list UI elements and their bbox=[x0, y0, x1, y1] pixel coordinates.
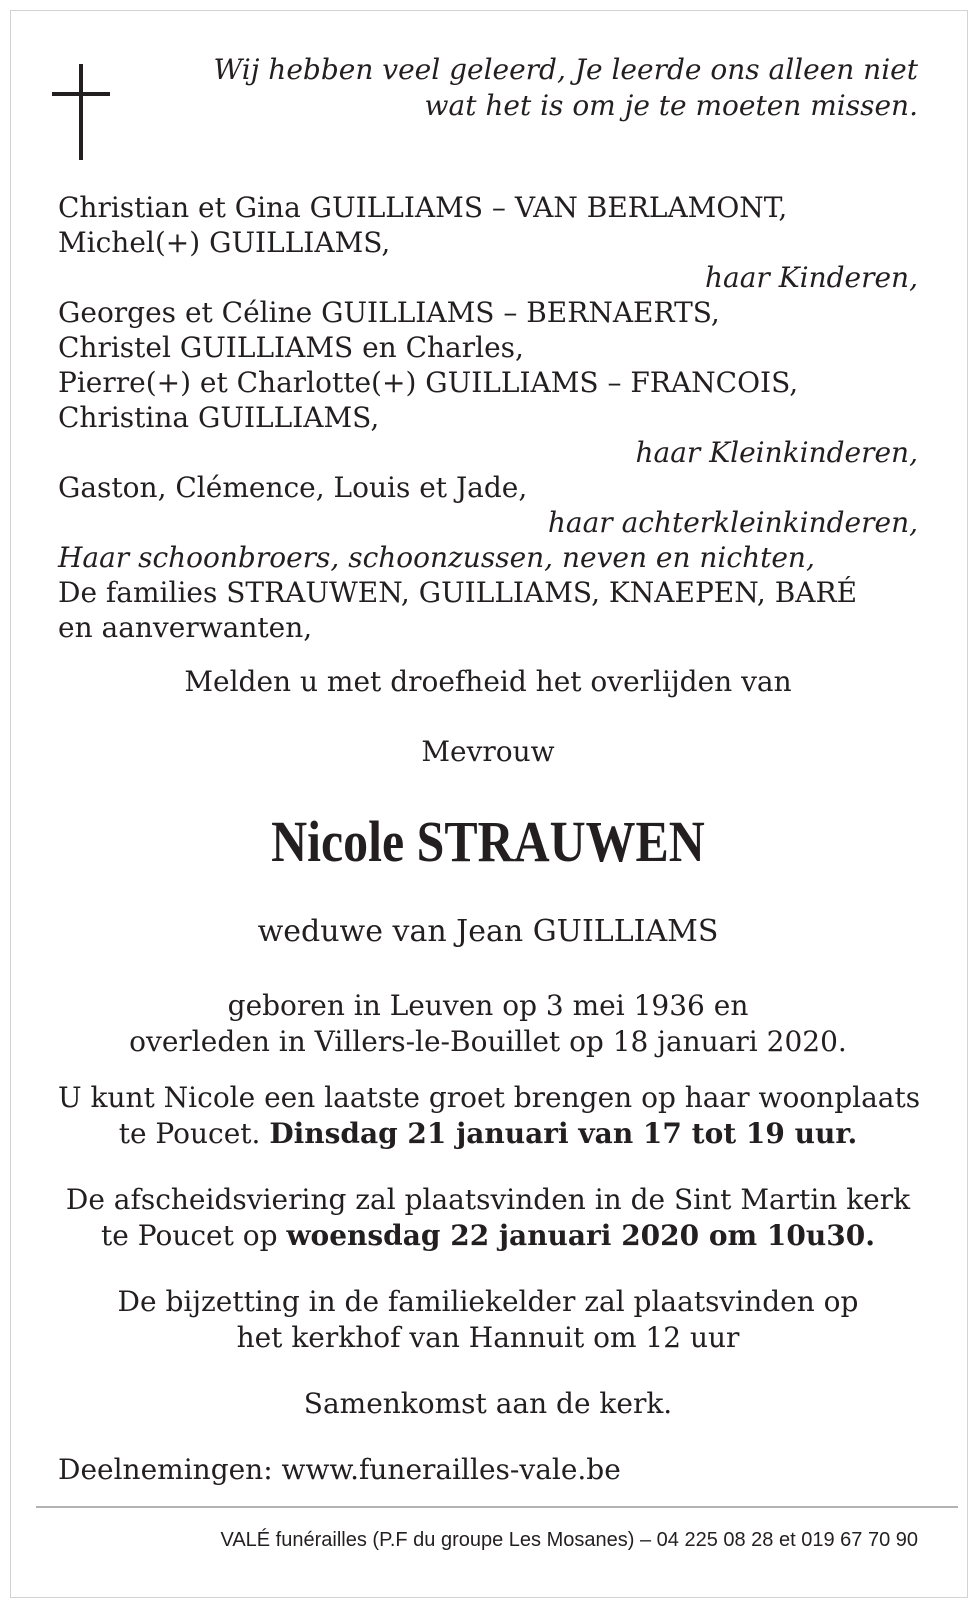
ceremony-line: De afscheidsviering zal plaatsvinden in de Sint Martin kerk bbox=[65, 1183, 911, 1216]
memorial-quote bbox=[213, 52, 918, 124]
ceremony-time: woensdag 22 januari 2020 om 10u30. bbox=[286, 1219, 875, 1252]
cross-icon bbox=[52, 64, 110, 160]
family-line: Christel GUILLIAMS en Charles, bbox=[58, 331, 524, 364]
relation-label: haar Kleinkinderen, bbox=[635, 436, 918, 469]
family-line: Haar schoonbroers, schoonzussen, neven en nichten, bbox=[58, 541, 815, 574]
relation-label: haar Kinderen, bbox=[705, 261, 918, 294]
gathering-note: Samenkomst aan de kerk. bbox=[303, 1387, 673, 1420]
honorific: Mevrouw bbox=[421, 735, 555, 768]
family-line: Michel(+) GUILLIAMS, bbox=[58, 226, 391, 259]
footer-divider bbox=[36, 1506, 958, 1508]
family-line: De families STRAUWEN, GUILLIAMS, KNAEPEN, BARÉ bbox=[58, 576, 858, 609]
burial-line: het kerkhof van Hannuit om 12 uur bbox=[236, 1321, 740, 1354]
burial-line: De bijzetting in de familiekelder zal plaatsvinden op bbox=[117, 1285, 859, 1318]
family-line: Georges et Céline GUILLIAMS – BERNAERTS, bbox=[58, 296, 720, 329]
visitation-time: Dinsdag 21 januari van 17 tot 19 uur. bbox=[269, 1117, 858, 1150]
quote-line: wat het is om je te moeten missen. bbox=[424, 89, 918, 122]
visitation-details bbox=[58, 1080, 921, 1152]
funeral-home-footer: VALÉ funérailles (P.F du groupe Les Mosanes) – 04 225 08 28 et 019 67 70 90 bbox=[220, 1529, 918, 1551]
burial-details bbox=[58, 1284, 918, 1356]
ceremony-place: te Poucet op bbox=[101, 1219, 278, 1252]
death-line: overleden in Villers-le-Bouillet op 18 januari 2020. bbox=[129, 1025, 847, 1058]
widow-of: weduwe van Jean GUILLIAMS bbox=[257, 914, 719, 949]
family-line: Pierre(+) et Charlotte(+) GUILLIAMS – FRANCOIS, bbox=[58, 366, 799, 399]
visitation-line: U kunt Nicole een laatste groet brengen op haar woonplaats bbox=[58, 1081, 921, 1114]
quote-line: Wij hebben veel geleerd, Je leerde ons alleen niet bbox=[213, 53, 918, 86]
visitation-line bbox=[58, 1116, 918, 1152]
family-line: en aanverwanten, bbox=[58, 611, 313, 644]
family-line: Christina GUILLIAMS, bbox=[58, 401, 380, 434]
ceremony-details bbox=[58, 1182, 918, 1254]
relation-label: haar achterkleinkinderen, bbox=[547, 506, 918, 539]
family-line: Christian et Gina GUILLIAMS – VAN BERLAMONT, bbox=[58, 191, 788, 224]
family-line: Gaston, Clémence, Louis et Jade, bbox=[58, 471, 528, 504]
deceased-name: Nicole STRAUWEN bbox=[271, 809, 705, 874]
birth-line: geboren in Leuven op 3 mei 1936 en bbox=[227, 989, 749, 1022]
condolences-link[interactable]: Deelnemingen: www.funerailles-vale.be bbox=[58, 1453, 621, 1486]
ceremony-line bbox=[58, 1218, 918, 1254]
visitation-place: te Poucet. bbox=[118, 1117, 261, 1150]
family-list bbox=[58, 190, 918, 645]
announcement-intro: Melden u met droefheid het overlijden van bbox=[184, 665, 792, 698]
birth-death-details bbox=[58, 988, 918, 1060]
